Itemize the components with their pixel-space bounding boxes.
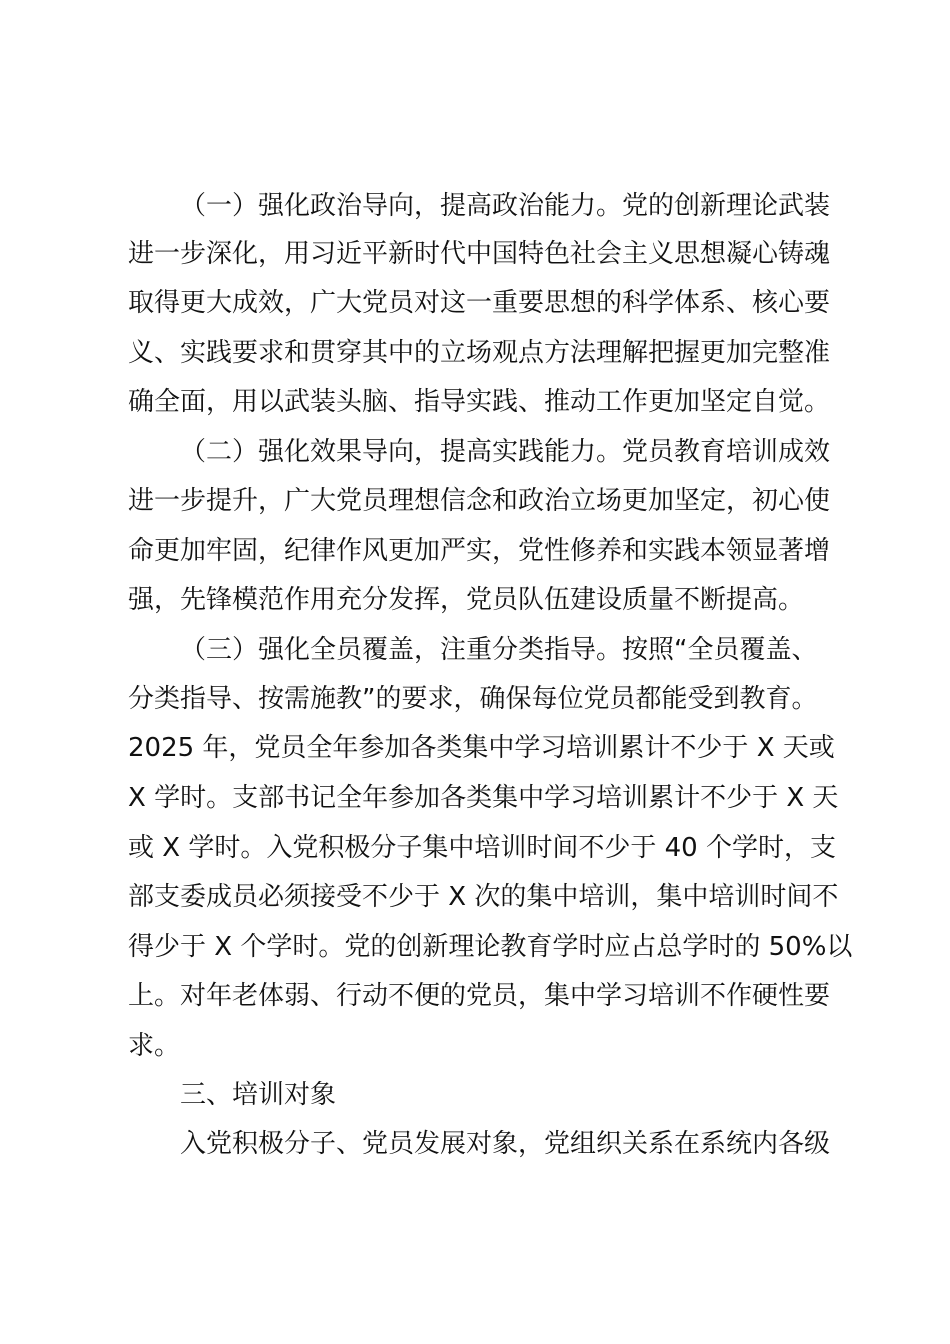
text-line: 进一步深化，用习近平新时代中国特色社会主义思想凝心铸魂 — [128, 239, 831, 269]
text-line: X 学时。支部书记全年参加各类集中学习培训累计不少于 X 天 — [128, 783, 839, 813]
text-line: 入党积极分子、党员发展对象，党组织关系在系统内各级 — [180, 1129, 831, 1159]
text-line: 进一步提升，广大党员理想信念和政治立场更加坚定，初心使 — [128, 486, 831, 516]
text-line: 或 X 学时。入党积极分子集中培训时间不少于 40 个学时，支 — [128, 833, 836, 863]
text-line: （二）强化效果导向，提高实践能力。党员教育培训成效 — [180, 437, 831, 467]
text-line: 2025 年，党员全年参加各类集中学习培训累计不少于 X 天或 — [128, 733, 835, 763]
text-line: 命更加牢固，纪律作风更加严实，党性修养和实践本领显著增 — [128, 536, 831, 566]
text-line: 得少于 X 个学时。党的创新理论教育学时应占总学时的 50%以 — [128, 932, 853, 962]
text-line: 确全面，用以武装头脑、指导实践、推动工作更加坚定自觉。 — [128, 387, 831, 417]
text-line: 分类指导、按需施教”的要求，确保每位党员都能受到教育。 — [128, 684, 818, 714]
section-heading: 三、培训对象 — [180, 1080, 337, 1110]
text-line: （一）强化政治导向，提高政治能力。党的创新理论武装 — [180, 191, 831, 221]
text-line: 义、实践要求和贯穿其中的立场观点方法理解把握更加完整准 — [128, 338, 831, 368]
text-line: 求。 — [128, 1031, 181, 1061]
text-line: 部支委成员必须接受不少于 X 次的集中培训，集中培训时间不 — [128, 882, 839, 912]
text-line: 上。对年老体弱、行动不便的党员，集中学习培训不作硬性要 — [128, 981, 831, 1011]
text-line: （三）强化全员覆盖，注重分类指导。按照“全员覆盖、 — [180, 635, 818, 665]
text-line: 取得更大成效，广大党员对这一重要思想的科学体系、核心要 — [128, 288, 831, 318]
text-line: 强，先锋模范作用充分发挥，党员队伍建设质量不断提高。 — [128, 585, 805, 615]
